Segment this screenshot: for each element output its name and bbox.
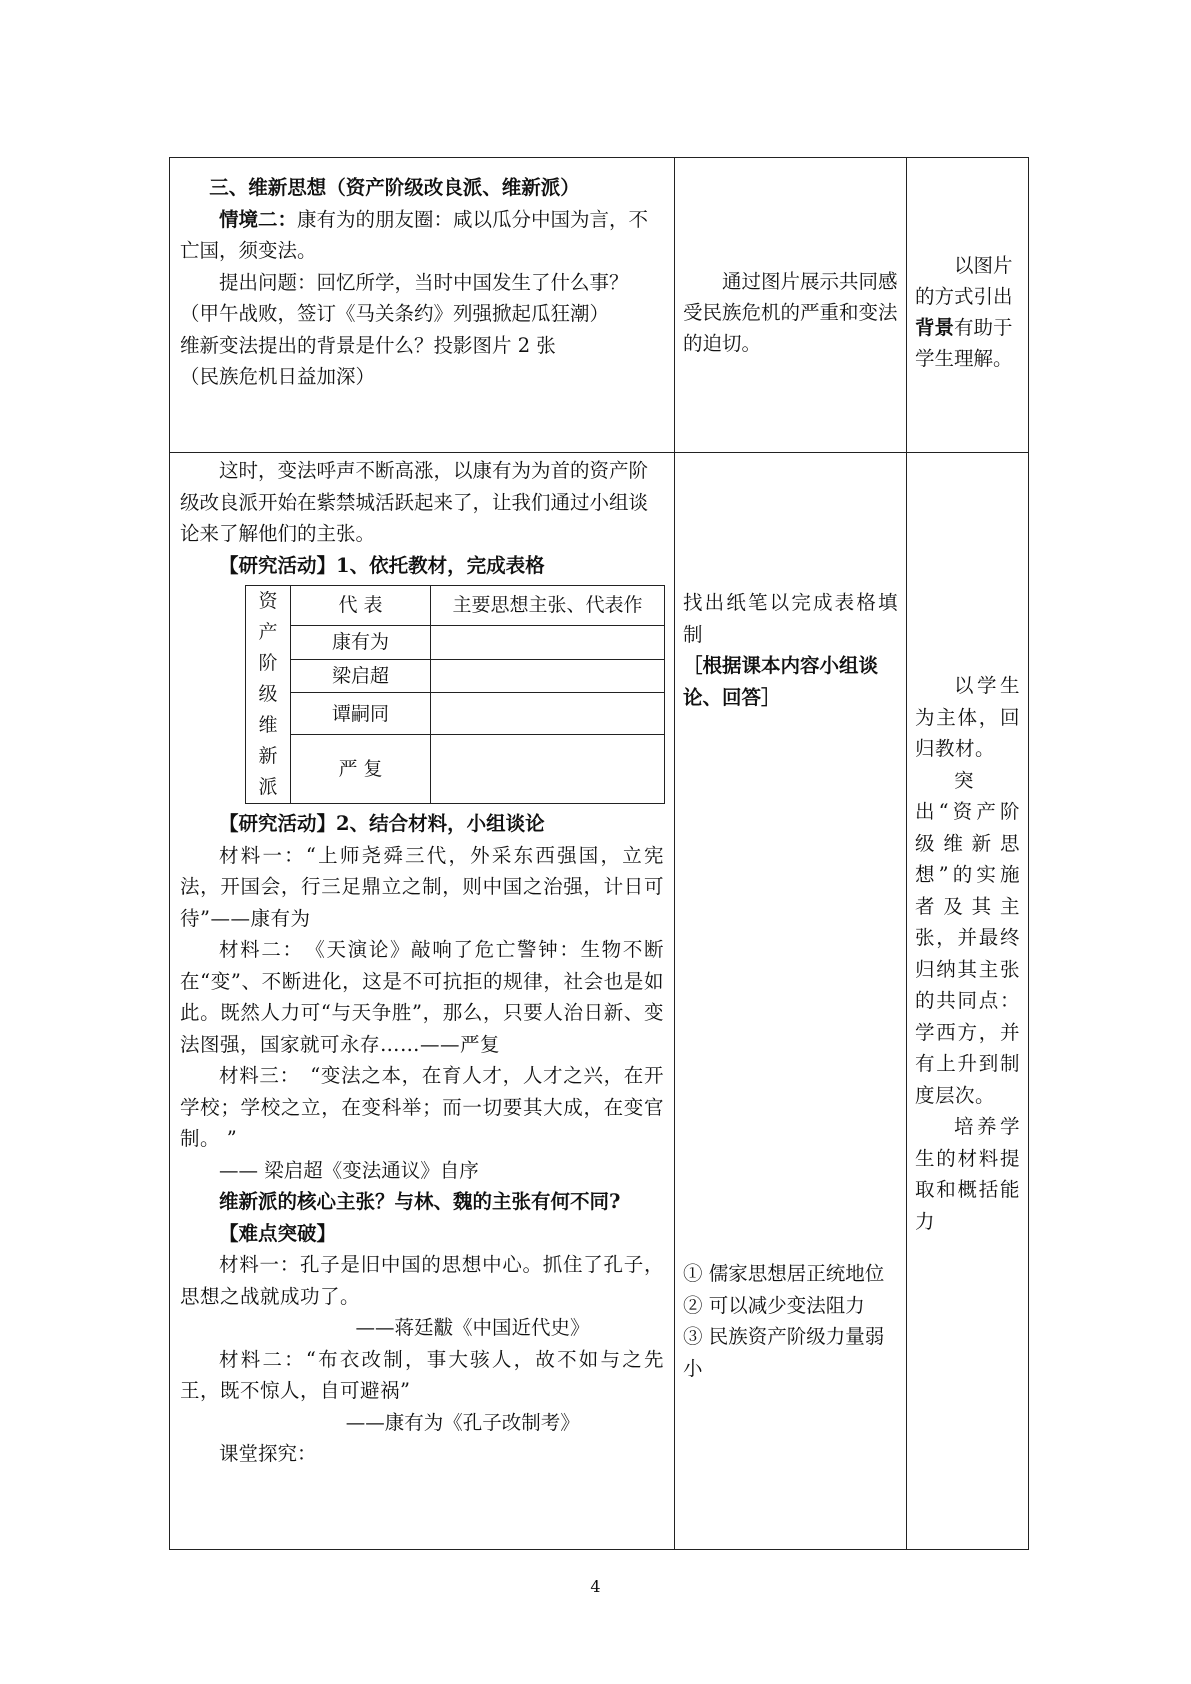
side-label-char: 资 [258,590,278,612]
side-label-char: 级 [258,683,278,705]
side-label-char: 产 [258,621,278,643]
breakthrough-material-2-source: ——康有为《孔子改制考》 [345,1410,580,1434]
scene-text: 康有为的朋友圈：咸以瓜分中国为言，不亡国，须变法。 [180,207,649,262]
answer-item: ③ 民族资产阶级力量弱小 [683,1325,885,1380]
side-label-char: 派 [258,776,278,798]
side-label-cell [246,586,291,804]
side-label-char: 维 [258,714,278,736]
design-intent-1: 以学生为主体，回归教材。 [915,674,1020,760]
page-number: 4 [590,1577,601,1596]
answer-item: ① 儒家思想居正统地位 [683,1262,885,1285]
activity-1-title: 【研究活动】1、依托教材，完成表格 [219,553,545,577]
row1-teaching-content [170,158,675,453]
side-label-char: 阶 [258,652,278,674]
lesson-plan-table [169,157,1029,1550]
design-intent-2: 突出“资产阶级维新思想”的实施者及其主张，并最终归纳其主张的共同点：学西方，并有上升到制度层次。 [915,768,1020,1107]
rep-name: 康有为 [291,625,431,659]
question-2: 维新变法提出的背景是什么？投影图片 2 张 [180,333,556,357]
answer-2: （民族危机日益加深） [180,365,376,388]
table-row [170,158,1029,453]
row2-teaching-content [170,453,675,1550]
core-question: 维新派的核心主张？与林、魏的主张有何不同? [219,1190,621,1213]
rep-content[interactable] [431,735,665,804]
material-2: 材料二： 《天演论》敲响了危亡警钟：生物不断在“变”、不断进化，这是不可抗拒的规律，社会也是如此。既然人力可“与天争胜”，那么，只要人治日新、变法图强，国家就可永存……——严复 [180,938,664,1056]
row1-student-activity [675,158,907,453]
breakthrough-material-1-source: ——蒋廷黻《中国近代史》 [355,1316,590,1339]
section-heading: 三、维新思想（资产阶级改良派、维新派） [209,176,580,199]
rep-content[interactable] [431,693,665,735]
row2-student-activity [675,453,907,1550]
activity-2-title: 【研究活动】2、结合材料，小组谈论 [219,812,545,835]
question-1: 提出问题：回忆所学，当时中国发生了什么事？（甲午战败，签订《马关条约》列强掀起瓜狂潮） [180,270,629,325]
row2-design-intent [907,453,1029,1550]
design-intent-text: 以图片的方式引出背景有助于学生理解。 [915,254,1013,370]
reformists-table [245,585,665,804]
intro-paragraph: 这时，变法呼声不断高涨，以康有为为首的资产阶级改良派开始在紫禁城活跃起来了，让我们通过小组谈论来了解他们的主张。 [180,459,649,545]
student-activity-text: 通过图片展示共同感受民族危机的严重和变法的迫切。 [683,269,898,355]
table-row [170,453,1029,1550]
student-task: 找出纸笔以完成表格填制 [683,591,898,646]
breakthrough-title: 【难点突破】 [219,1221,337,1245]
header-representative: 代 表 [291,586,431,626]
scene-label: 情境二： [219,207,298,231]
row1-design-intent [907,158,1029,453]
rep-content[interactable] [431,625,665,659]
rep-name: 严 复 [291,735,431,804]
header-main-ideas: 主要思想主张、代表作 [431,586,665,626]
student-discuss: ［根据课本内容小组谈论、回答］ [683,654,879,709]
material-1: 材料一：“上师尧舜三代，外采东西强国，立宪法，开国会，行三足鼎立之制，则中国之治强，计日可待”——康有为 [180,843,664,930]
rep-name: 谭嗣同 [291,693,431,735]
classroom-inquiry: 课堂探究： [219,1442,317,1465]
material-3-source: —— 梁启超《变法通议》自序 [219,1158,479,1182]
breakthrough-material-2: 材料二：“布衣改制，事大骇人，故不如与之先王，既不惊人，自可避祸” [180,1347,664,1402]
rep-content[interactable] [431,659,665,693]
breakthrough-material-1: 材料一：孔子是旧中国的思想中心。抓住了孔子，思想之战就成功了。 [180,1253,664,1308]
answer-item: ② 可以减少变法阻力 [683,1293,865,1317]
side-label-char: 新 [258,745,278,767]
design-intent-3: 培养学生的材料提取和概括能力 [915,1115,1020,1233]
side-label [246,586,290,803]
rep-name: 梁启超 [291,659,431,693]
material-3: 材料三： “变法之本，在育人才，人才之兴，在开学校；学校之立，在变科举；而一切要其大成，在变官制。 ” [180,1064,664,1150]
